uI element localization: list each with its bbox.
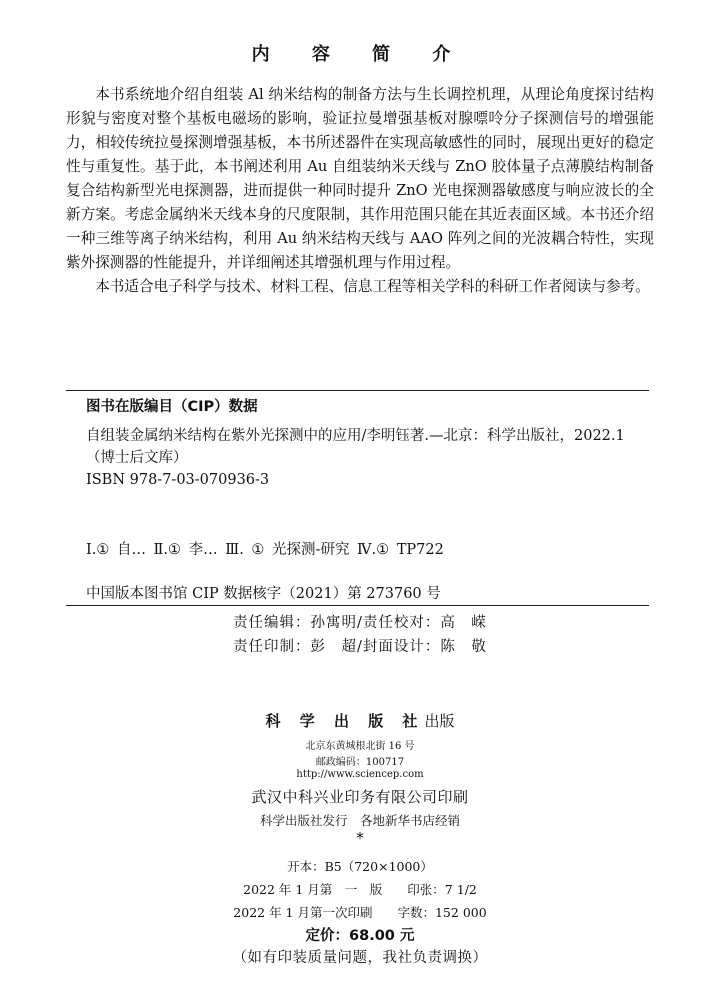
quality-notice: （如有印装质量问题，我社负责调换） bbox=[232, 950, 488, 966]
publisher-suffix: 出版 bbox=[424, 712, 455, 730]
cip-entry: 自组装金属纳米结构在紫外光探测中的应用/李明钰著.—北京：科学出版社，2022.1 bbox=[86, 428, 625, 444]
cip-top-divider bbox=[66, 390, 649, 391]
publisher-address: 北京东黄城根北街 16 号 bbox=[305, 741, 415, 752]
publisher-name: 科 学 出 版 社 bbox=[265, 712, 425, 730]
staff-line-printing: 责任印制：彭 超/封面设计：陈 敬 bbox=[233, 639, 487, 655]
printer-line: 武汉中科兴业印务有限公司印刷 bbox=[251, 788, 469, 806]
publisher-line bbox=[0, 710, 720, 731]
summary-paragraph: 本书系统地介绍自组装 Al 纳米结构的制备方法与生长调控机理，从理论角度探讨结构形貌与密度对整个基板电磁场的影响，验证拉曼增强基板对腺嘌呤分子探测信号的增强能力，相较传统拉曼探测增强基板，本书所述器件在实现高敏感性的同时，展现出更好的稳定性与重复性。基于此，本书阐述利用 Au 自组装纳米天线与 ZnO 胶体量子点薄膜结构制备复合结构新型光电探测器，进而提供一种同时提升 ZnO 光电探测器敏感度与响应波长的全新方案。考虑金属纳米天线本身的尺度限制，其作用范围只能在其近表面区域。本书还介绍一种三维等离子纳米结构，利用 Au 纳米结构天线与 AAO 阵列之间的光波耦合特性，实现紫外探测器的性能提升，并详细阐述其增强机理与作用过程。 bbox=[66, 86, 654, 271]
summary-paragraph: 本书适合电子科学与技术、材料工程、信息工程等相关学科的科研工作者阅读与参考。 bbox=[95, 278, 650, 295]
price-line: 定价：68.00 元 bbox=[305, 928, 415, 944]
cip-isbn: ISBN 978-7-03-070936-3 bbox=[86, 472, 270, 488]
cip-classification: Ⅰ.① 自… Ⅱ.① 李… Ⅲ. ① 光探测-研究 Ⅳ.① TP722 bbox=[86, 542, 444, 558]
format-line: 开本：B5（720×1000） bbox=[287, 859, 433, 874]
distribution-line: 科学出版社发行 各地新华书店经销 bbox=[259, 813, 460, 828]
cip-heading: 图书在版编目（CIP）数据 bbox=[86, 399, 258, 415]
cip-record bbox=[66, 425, 649, 491]
separator-star: * bbox=[356, 829, 364, 847]
publisher-website: http://www.sciencep.com bbox=[296, 769, 424, 780]
content-summary bbox=[66, 83, 654, 299]
page-title: 内 容 简 介 bbox=[251, 44, 469, 65]
staff-line-editor: 责任编辑：孙寓明/责任校对：高 嵘 bbox=[233, 615, 487, 631]
cip-verification: 中国版本图书馆 CIP 数据核字（2021）第 273760 号 bbox=[86, 586, 441, 602]
printing-line: 2022 年 1 月第一次印刷 字数：152 000 bbox=[233, 905, 487, 920]
staff-credits bbox=[0, 611, 720, 659]
edition-line: 2022 年 1 月第 一 版 印张：7 1/2 bbox=[243, 882, 477, 897]
cip-series: （博士后文库） bbox=[86, 450, 188, 466]
cip-bottom-divider bbox=[66, 605, 649, 606]
publisher-postcode: 邮政编码：100717 bbox=[315, 757, 405, 768]
